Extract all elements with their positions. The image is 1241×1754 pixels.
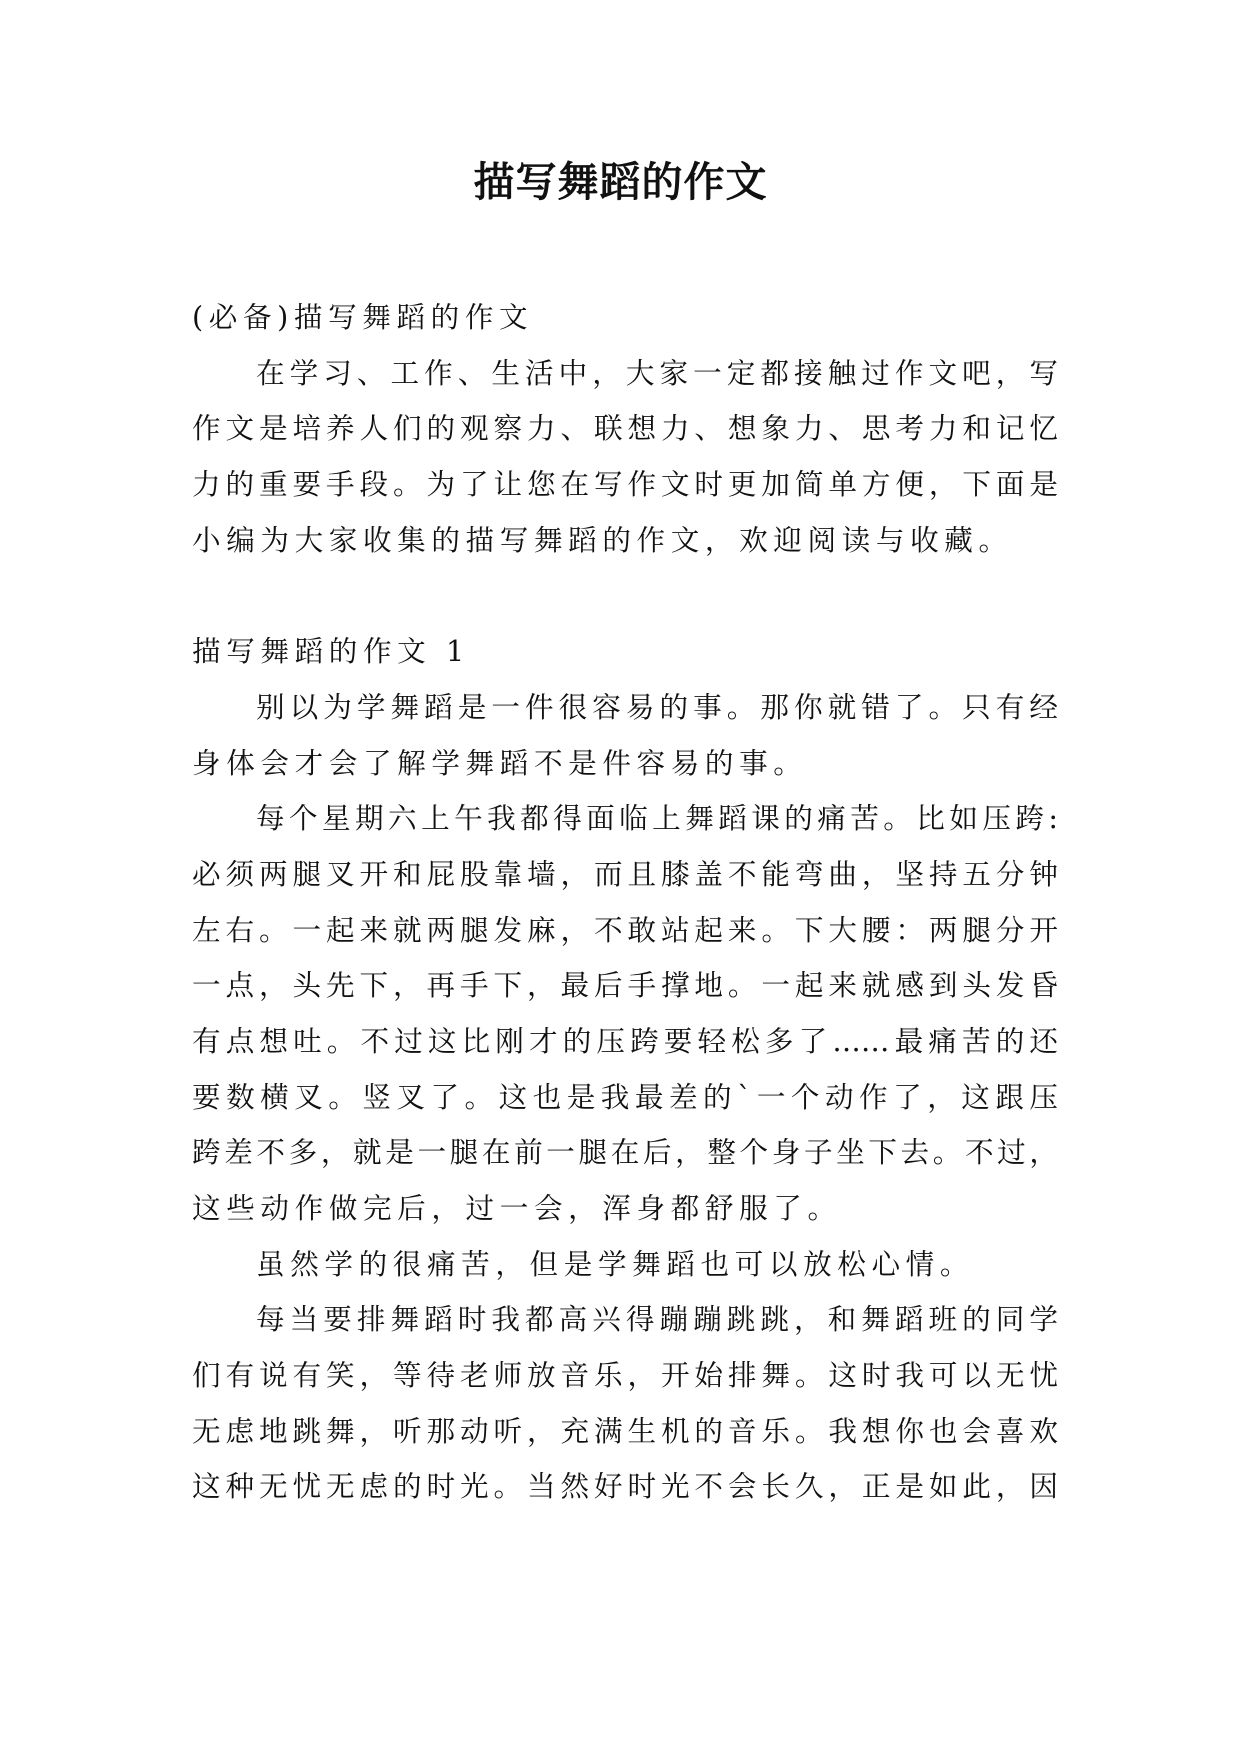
text-line: 一点，头先下，再手下，最后手撑地。一起来就感到头发昏: [192, 968, 1058, 1003]
paragraph-2: [192, 791, 1058, 1237]
text-line: 小编为大家收集的描写舞蹈的作文，欢迎阅读与收藏。: [192, 522, 1013, 557]
text-line: 左右。一起来就两腿发麻，不敢站起来。下大腰：两腿分开: [192, 912, 1058, 947]
section-heading: 描写舞蹈的作文 1: [192, 634, 470, 669]
text-line: 有点想吐。不过这比刚才的压跨要轻松多了……最痛苦的还: [192, 1023, 1058, 1058]
paragraph-3: [192, 1237, 1058, 1293]
text-line: 作文是培养人们的观察力、联想力、想象力、思考力和记忆: [192, 411, 1058, 446]
intro-paragraph: [192, 346, 1058, 569]
text-line: 每个星期六上午我都得面临上舞蹈课的痛苦。比如压跨:: [256, 801, 1058, 836]
text-line: 跨差不多，就是一腿在前一腿在后，整个身子坐下去。不过，: [192, 1135, 1058, 1170]
text-line: 力的重要手段。为了让您在写作文时更加简单方便，下面是: [192, 467, 1058, 502]
paragraph-gap: [192, 568, 1058, 624]
text-line: 虽然学的很痛苦，但是学舞蹈也可以放松心情。: [256, 1246, 975, 1281]
text-line: 这些动作做完后，过一会，浑身都舒服了。: [192, 1191, 842, 1225]
document-subtitle: (必备)描写舞蹈的作文: [192, 300, 534, 334]
document-title: 描写舞蹈的作文: [473, 158, 768, 206]
text-line: 在学习、工作、生活中，大家一定都接触过作文吧，写: [256, 355, 1058, 390]
text-line: 无虑地跳舞，听那动听，充满生机的音乐。我想你也会喜欢: [192, 1413, 1058, 1448]
text-line: 别以为学舞蹈是一件很容易的事。那你就错了。只有经: [256, 689, 1058, 724]
text-line: 身体会才会了解学舞蹈不是件容易的事。: [192, 745, 808, 780]
text-line: 每当要排舞蹈时我都高兴得蹦蹦跳跳，和舞蹈班的同学: [256, 1302, 1058, 1337]
text-line: 必须两腿叉开和屁股靠墙，而且膝盖不能弯曲，坚持五分钟: [192, 856, 1058, 891]
paragraph-4: [192, 1292, 1058, 1515]
document-body: [192, 290, 1058, 1515]
text-line: 要数横叉。竖叉了。这也是我最差的`一个动作了，这跟压: [192, 1079, 1058, 1114]
text-line: 们有说有笑，等待老师放音乐，开始排舞。这时我可以无忧: [192, 1358, 1058, 1393]
text-line: 这种无忧无虑的时光。当然好时光不会长久，正是如此，因: [192, 1469, 1058, 1504]
paragraph-1: [192, 680, 1058, 791]
